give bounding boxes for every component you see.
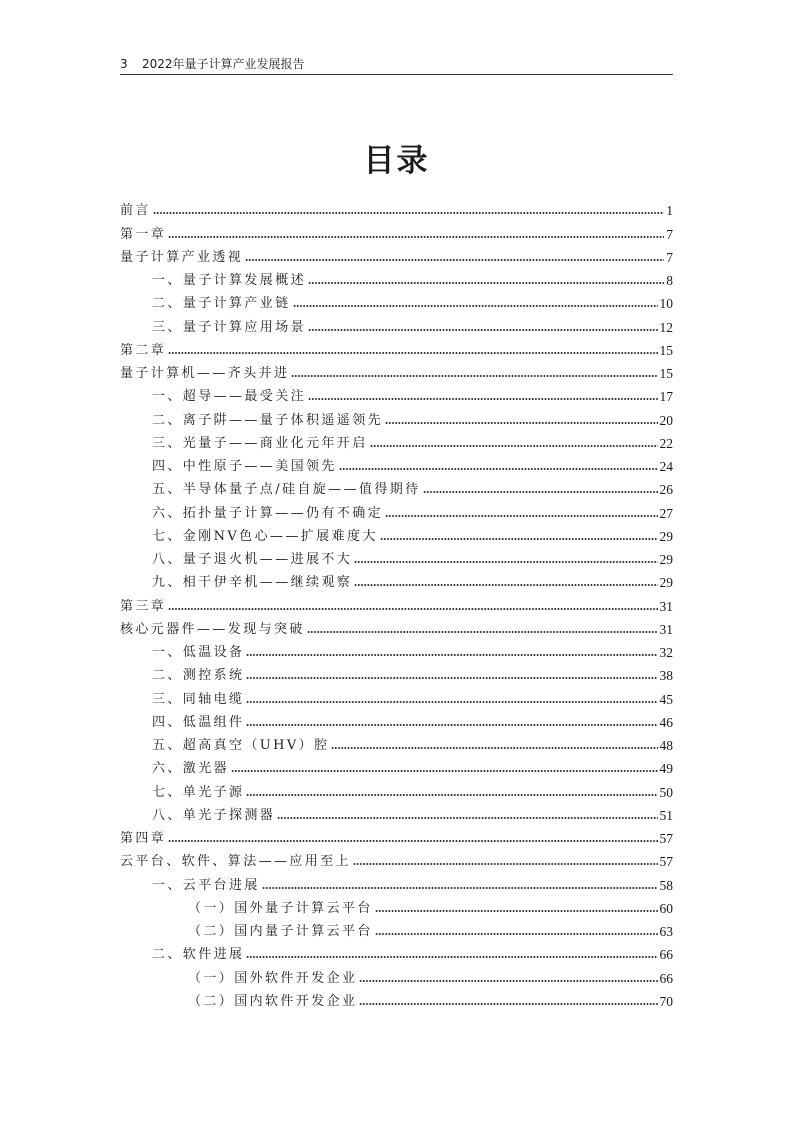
- toc-entry[interactable]: [120, 430, 673, 453]
- toc-entry-label: 核心元器件——发现与突破: [120, 621, 305, 637]
- toc-dot-leader: [380, 537, 658, 541]
- toc-entry-label: （二）国内量子计算云平台: [188, 924, 373, 939]
- toc-dot-leader: [168, 235, 664, 239]
- toc-entry[interactable]: [120, 755, 673, 778]
- toc-entry-page: 66: [659, 947, 673, 963]
- toc-entry-page: 46: [659, 714, 673, 730]
- toc-dot-leader: [153, 211, 664, 215]
- toc-entry-page: 31: [659, 598, 673, 614]
- toc-entry[interactable]: [120, 523, 673, 546]
- toc-entry[interactable]: [120, 802, 673, 825]
- toc-dot-leader: [262, 886, 658, 890]
- toc-entry-label: 前言: [120, 203, 151, 219]
- toc-entry-page: 1: [666, 203, 673, 219]
- toc-entry-label: 一、量子计算发展概述: [152, 273, 307, 288]
- toc-dot-leader: [339, 467, 658, 471]
- toc-entry-label: 量子计算机——齐头并进: [120, 366, 290, 381]
- toc-entry-label: 第四章: [120, 831, 167, 846]
- toc-entry[interactable]: [120, 895, 673, 918]
- toc-entry[interactable]: [120, 546, 673, 569]
- toc-entry[interactable]: [120, 476, 673, 499]
- header-page-number: 3: [120, 57, 128, 71]
- toc-entry[interactable]: [120, 941, 673, 964]
- toc-dot-leader: [370, 444, 658, 448]
- toc-entry-page: 70: [659, 993, 673, 1009]
- toc-entry[interactable]: [120, 616, 673, 639]
- toc-entry[interactable]: [120, 825, 673, 848]
- toc-dot-leader: [359, 1002, 657, 1006]
- toc-entry-label: 二、测控系统: [152, 668, 245, 684]
- toc-entry-page: 27: [659, 505, 673, 521]
- toc-dot-leader: [385, 514, 657, 518]
- toc-dot-leader: [246, 723, 657, 727]
- toc-entry-page: 51: [659, 807, 673, 823]
- toc-entry-page: 29: [659, 528, 673, 544]
- toc-entry-page: 20: [659, 412, 673, 428]
- toc-entry-label: 六、拓扑量子计算——仍有不确定: [152, 505, 384, 521]
- toc-entry-label: 四、中性原子——美国领先: [152, 459, 337, 474]
- toc-entry[interactable]: [120, 220, 673, 243]
- toc-entry-page: 66: [659, 970, 673, 986]
- toc-dot-leader: [354, 583, 657, 587]
- toc-entry[interactable]: [120, 290, 673, 313]
- toc-entry-label: 第三章: [120, 598, 167, 614]
- toc-dot-leader: [277, 816, 657, 820]
- toc-entry-page: 15: [659, 366, 673, 381]
- toc-entry[interactable]: [120, 360, 673, 383]
- toc-entry-label: 二、离子阱——量子体积遥遥领先: [152, 412, 384, 428]
- toc-entry[interactable]: [120, 918, 673, 941]
- toc-entry-label: 第二章: [120, 342, 167, 358]
- toc-dot-leader: [246, 653, 657, 657]
- toc-entry[interactable]: [120, 267, 673, 290]
- toc-entry-label: 三、同轴电缆: [152, 691, 245, 707]
- toc-entry[interactable]: [120, 406, 673, 429]
- toc-entry-page: 31: [659, 621, 673, 637]
- toc-entry-page: 24: [659, 459, 673, 474]
- header-title: 2022年量子计算产业发展报告: [142, 57, 305, 71]
- toc-entry-label: 三、光量子——商业化元年开启: [152, 435, 368, 451]
- toc-dot-leader: [307, 630, 658, 634]
- toc-dot-leader: [359, 979, 657, 983]
- toc-entry-label: 七、单光子源: [152, 784, 245, 800]
- toc-entry-label: 四、低温组件: [152, 714, 245, 730]
- toc-entry[interactable]: [120, 964, 673, 987]
- toc-entry-label: 八、单光子探测器: [152, 807, 276, 823]
- toc-entry[interactable]: [120, 453, 673, 476]
- toc-entry-page: 58: [659, 877, 673, 893]
- toc-entry-page: 50: [659, 784, 673, 800]
- toc-entry-page: 7: [666, 249, 673, 265]
- toc-entry[interactable]: [120, 778, 673, 801]
- toc-entry-label: 三、量子计算应用场景: [152, 319, 307, 335]
- toc-entry[interactable]: [120, 871, 673, 894]
- toc-dot-leader: [385, 421, 657, 425]
- toc-entry-label: 六、激光器: [152, 761, 230, 777]
- toc-entry-page: 45: [659, 691, 673, 707]
- toc-entry-label: 五、超高真空（UHV）腔: [152, 738, 330, 753]
- toc-dot-leader: [245, 258, 664, 262]
- toc-entry-page: 63: [659, 924, 673, 939]
- toc-entry-page: 38: [659, 668, 673, 684]
- toc-entry-page: 12: [659, 319, 673, 335]
- toc-entry[interactable]: [120, 569, 673, 592]
- toc-dot-leader: [168, 607, 657, 611]
- toc-entry[interactable]: [120, 244, 673, 267]
- toc-entry-page: 10: [659, 296, 673, 312]
- toc-entry[interactable]: [120, 709, 673, 732]
- toc-entry-page: 29: [659, 575, 673, 591]
- toc-entry[interactable]: [120, 732, 673, 755]
- toc-entry-page: 49: [659, 761, 673, 777]
- toc-entry-label: （一）国外软件开发企业: [188, 970, 358, 986]
- toc-dot-leader: [246, 676, 657, 680]
- toc-dot-leader: [423, 490, 658, 494]
- table-of-contents: [120, 197, 673, 1011]
- toc-dot-leader: [375, 932, 658, 936]
- toc-dot-leader: [168, 839, 657, 843]
- toc-dot-leader: [354, 560, 657, 564]
- toc-entry-label: 二、软件进展: [152, 947, 245, 963]
- toc-entry[interactable]: [120, 313, 673, 336]
- toc-entry-page: 57: [659, 854, 673, 870]
- toc-entry-page: 48: [659, 738, 673, 753]
- toc-entry[interactable]: [120, 848, 673, 871]
- toc-entry-label: 量子计算产业透视: [120, 249, 244, 265]
- toc-entry-label: 一、超导——最受关注: [152, 389, 307, 405]
- toc-dot-leader: [246, 793, 657, 797]
- toc-entry-page: 8: [666, 273, 673, 288]
- toc-entry[interactable]: [120, 337, 673, 360]
- toc-entry-label: 五、半导体量子点/硅自旋——值得期待: [152, 482, 421, 498]
- running-header: [120, 56, 673, 75]
- toc-entry-page: 60: [659, 900, 673, 916]
- toc-entry-label: 二、量子计算产业链: [152, 296, 291, 312]
- toc-dot-leader: [375, 909, 658, 913]
- toc-entry-label: 八、量子退火机——进展不大: [152, 552, 353, 567]
- page-title: 目录: [363, 143, 430, 179]
- toc-entry-page: 7: [666, 226, 673, 242]
- toc-entry[interactable]: [120, 685, 673, 708]
- toc-dot-leader: [246, 955, 657, 959]
- toc-entry[interactable]: [120, 197, 673, 220]
- toc-entry-page: 22: [659, 435, 673, 451]
- toc-dot-leader: [331, 746, 657, 750]
- toc-dot-leader: [246, 700, 657, 704]
- toc-entry-label: 云平台、软件、算法——应用至上: [120, 854, 352, 870]
- toc-entry-label: （二）国内软件开发企业: [188, 993, 358, 1009]
- toc-entry-label: 一、低温设备: [152, 645, 245, 660]
- toc-entry-page: 32: [659, 645, 673, 660]
- toc-entry-page: 15: [659, 342, 673, 358]
- toc-entry-page: 17: [659, 389, 673, 405]
- toc-entry[interactable]: [120, 383, 673, 406]
- toc-entry[interactable]: [120, 499, 673, 522]
- toc-entry-label: 七、金刚NV色心——扩展难度大: [152, 528, 378, 544]
- toc-entry-page: 29: [659, 552, 673, 567]
- toc-dot-leader: [291, 374, 657, 378]
- toc-entry[interactable]: [120, 662, 673, 685]
- toc-entry-page: 26: [659, 482, 673, 498]
- toc-entry-label: 一、云平台进展: [152, 877, 260, 893]
- toc-dot-leader: [308, 281, 664, 285]
- toc-dot-leader: [308, 328, 657, 332]
- toc-entry[interactable]: [120, 592, 673, 615]
- toc-entry[interactable]: [120, 639, 673, 662]
- toc-dot-leader: [168, 351, 657, 355]
- toc-entry-page: 57: [659, 831, 673, 846]
- toc-dot-leader: [231, 769, 657, 773]
- toc-entry-label: 九、相干伊辛机——继续观察: [152, 575, 353, 591]
- toc-entry[interactable]: [120, 988, 673, 1011]
- toc-entry-label: （一）国外量子计算云平台: [188, 900, 373, 916]
- toc-dot-leader: [293, 304, 658, 308]
- toc-dot-leader: [308, 397, 657, 401]
- toc-dot-leader: [353, 862, 657, 866]
- toc-entry-label: 第一章: [120, 226, 167, 242]
